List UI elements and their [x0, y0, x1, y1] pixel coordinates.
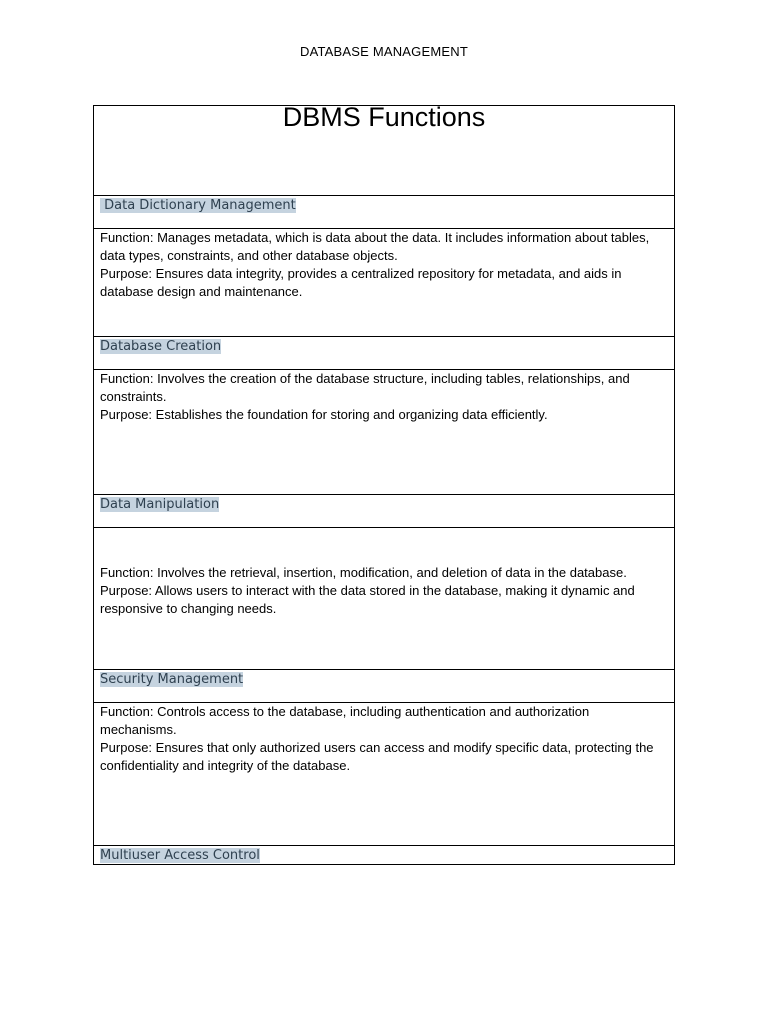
title-row: [94, 106, 675, 196]
section-heading-cell: [94, 337, 675, 370]
section-heading-data-dictionary: Data Dictionary Management: [100, 198, 296, 213]
functions-table: [93, 102, 675, 865]
section-heading-row: [94, 495, 675, 528]
purpose-text: Purpose: Ensures that only authorized users can access and modify specific data, protecting the confidentiality and integrity of the database.: [100, 740, 654, 773]
section-body-row: [94, 370, 675, 495]
running-header: DATABASE MANAGEMENT: [299, 44, 468, 59]
section-heading-cell: [94, 846, 675, 865]
section-heading-row: [94, 846, 675, 865]
section-heading-data-manipulation: Data Manipulation: [100, 497, 220, 512]
section-heading-security-management: Security Management: [100, 672, 244, 687]
section-heading-multiuser-access: Multiuser Access Control: [100, 848, 260, 863]
section-heading-cell: [94, 196, 675, 229]
section-heading-row: [94, 196, 675, 229]
function-text: Function: Controls access to the database, including authentication and authorization mechanisms.: [100, 704, 590, 737]
section-body-cell: [94, 229, 675, 337]
document-title: DBMS Functions: [282, 102, 486, 132]
section-heading-cell: [94, 495, 675, 528]
section-body-row: [94, 528, 675, 670]
section-heading-cell: [94, 670, 675, 703]
purpose-text: Purpose: Ensures data integrity, provides a centralized repository for metadata, and aids in database design and maintenance.: [100, 266, 622, 299]
section-heading-row: [94, 670, 675, 703]
section-body-cell: [94, 370, 675, 495]
purpose-text: Purpose: Establishes the foundation for storing and organizing data efficiently.: [100, 407, 548, 422]
function-text: Function: Involves the retrieval, insertion, modification, and deletion of data in the database.: [100, 565, 627, 580]
section-body-row: [94, 229, 675, 337]
title-cell: [94, 102, 675, 196]
section-heading-database-creation: Database Creation: [100, 339, 222, 354]
section-body-cell: [94, 703, 675, 846]
function-text: Function: Involves the creation of the database structure, including tables, relationships, and constraints.: [100, 371, 630, 404]
section-body-row: [94, 703, 675, 846]
purpose-text: Purpose: Allows users to interact with the data stored in the database, making it dynamic and responsive to changing needs.: [100, 583, 635, 616]
section-body-cell: [94, 528, 675, 670]
function-text: Function: Manages metadata, which is data about the data. It includes information about tables, data types, constraints, and other database objects.: [100, 230, 650, 263]
section-heading-row: [94, 337, 675, 370]
